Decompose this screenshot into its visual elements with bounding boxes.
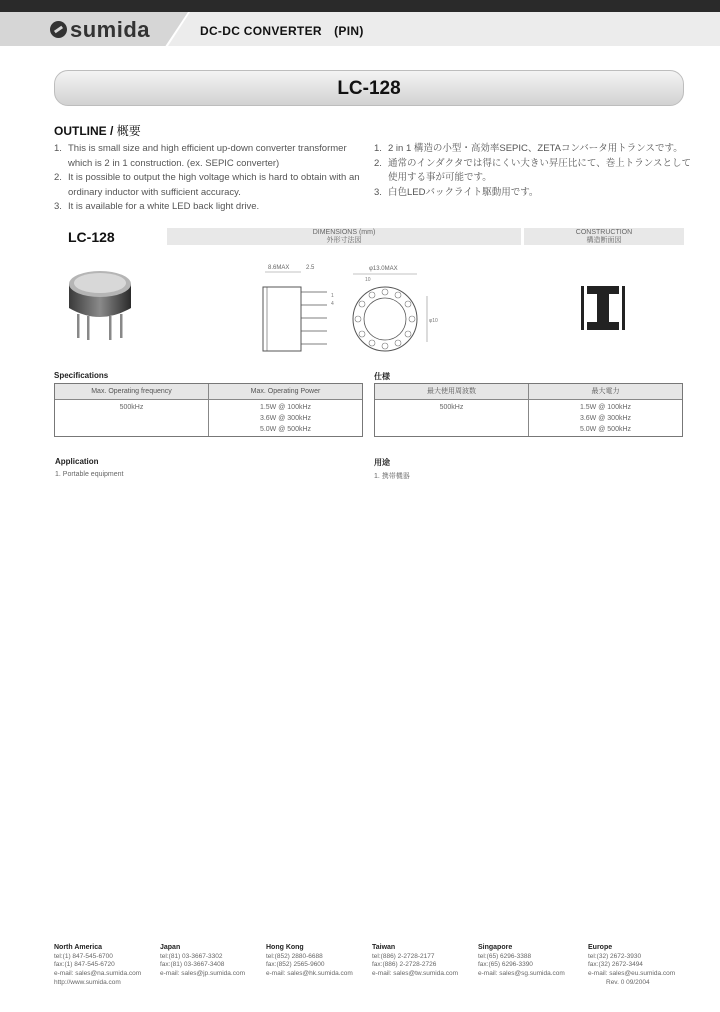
tel: tel:(65) 6296-3388: [478, 952, 532, 960]
cell-power: [528, 400, 682, 436]
product-photo: [65, 262, 135, 342]
cell-frequency: [55, 400, 208, 436]
item-number: 2.: [374, 157, 382, 169]
cell-frequency: [375, 400, 528, 436]
fax: fax:(852) 2565-9600: [266, 961, 325, 968]
email: e-mail: sales@eu.sumida.com: [588, 969, 676, 977]
item-number: 3.: [374, 186, 382, 198]
dimensions-header: [167, 228, 521, 245]
brand-name: sumida: [70, 17, 151, 42]
side-width-label: 8.6MAX: [268, 265, 290, 271]
col-header-power: 最大電力: [528, 384, 682, 399]
item-text: It is possible to output the high voltage which is hard to obtain with an ordinary inductor with sufficient accuracy.: [68, 172, 360, 198]
item-number: 3.: [54, 201, 62, 212]
footer-contact-hong-kong: [266, 944, 370, 978]
power-value: 1.5W @ 100kHz: [259, 404, 312, 411]
product-label: LC-128: [68, 229, 115, 245]
application-title-jp: 用途: [374, 458, 390, 467]
specs-table-jp: [374, 383, 683, 437]
item-number: 1.: [374, 143, 382, 154]
page-title: LC-128: [337, 78, 401, 99]
email: e-mail: sales@hk.sumida.com: [266, 969, 353, 977]
list-item: [374, 186, 694, 201]
revision-label: Rev. 0 09/2004: [606, 979, 650, 986]
item-text: 通常のインダクタでは得にくい大きい昇圧比にて、巻上トランスとして使用する事が可能です。: [388, 157, 691, 183]
cell-power: [208, 400, 362, 436]
svg-text:4: 4: [331, 301, 334, 307]
dimensions-label: DIMENSIONS (mm): [312, 229, 376, 236]
top-inner-label: 10: [365, 277, 371, 283]
item-number: 1.: [54, 143, 62, 154]
application-item-en: 1. Portable equipment: [55, 471, 124, 478]
power-value: 3.6W @ 300kHz: [259, 415, 312, 422]
region-name: Taiwan: [372, 944, 396, 951]
specs-data-row: [375, 400, 682, 436]
list-item: [54, 142, 364, 171]
side-pitch-label: 2.5: [306, 265, 315, 271]
region-name: North America: [54, 944, 102, 951]
tel: tel:(81) 03-3667-3302: [160, 952, 223, 960]
top-view-drawing: [345, 262, 438, 352]
specs-header-row: [55, 384, 362, 400]
construction-label-jp: 構造断面図: [586, 237, 622, 244]
sumida-logo-icon: [50, 21, 67, 38]
specs-table-en: [54, 383, 363, 437]
top-height-label: φ10: [429, 318, 438, 324]
specs-title-jp: 仕様: [374, 372, 390, 381]
region-name: Singapore: [478, 944, 513, 951]
construction-label: CONSTRUCTION: [575, 229, 633, 236]
list-item: [54, 171, 364, 200]
title-box: [54, 70, 684, 106]
email: e-mail: sales@jp.sumida.com: [160, 969, 245, 977]
list-item: [54, 200, 364, 215]
col-header-power: Max. Operating Power: [208, 384, 362, 399]
header: [0, 12, 720, 46]
fax: fax:(886) 2-2728-2726: [372, 961, 437, 968]
footer-contact-japan: [160, 944, 264, 978]
fax: fax:(65) 6296-3390: [478, 961, 533, 968]
outline-heading-jp: 概要: [116, 124, 141, 138]
email: e-mail: sales@sg.sumida.com: [478, 969, 565, 977]
item-text: 2 in 1 構造の小型・高効率SEPIC、ZETAコンバータ用トランスです。: [388, 143, 683, 154]
power-value: 3.6W @ 300kHz: [579, 415, 632, 422]
construction-header: [524, 228, 684, 245]
outline-heading: [54, 122, 141, 139]
item-text: 白色LEDバックライト駆動用です。: [388, 186, 539, 198]
item-text: This is small size and high efficient up-down converter transformer which is 2 in 1 construction. (ex. SEPIC converter): [68, 143, 347, 169]
power-value: 5.0W @ 500kHz: [259, 426, 312, 433]
specs-title-en: Specifications: [54, 371, 109, 380]
region-name: Europe: [588, 944, 613, 951]
footer-contact-taiwan: [372, 944, 476, 978]
list-item: [374, 157, 694, 186]
item-text: It is available for a white LED back light drive.: [68, 201, 260, 212]
power-value: 1.5W @ 100kHz: [579, 404, 632, 411]
region-name: Hong Kong: [266, 944, 304, 951]
tel: tel:(1) 847-545-6700: [54, 952, 113, 960]
top-bar: [0, 0, 720, 12]
fax: fax:(1) 847-545-6720: [54, 961, 115, 968]
application-title-en: Application: [55, 457, 99, 466]
footer-contact-europe: [588, 944, 692, 978]
doc-type: DC-DC CONVERTER (PIN): [200, 24, 364, 38]
col-header-frequency: 最大使用周波数: [427, 388, 476, 395]
outline-list-jp: [374, 142, 694, 200]
footer-url[interactable]: http://www.sumida.com: [54, 979, 121, 986]
power-value: 5.0W @ 500kHz: [579, 426, 632, 433]
tel: tel:(886) 2-2728-2177: [372, 952, 435, 960]
dimensions-label-jp: 外形寸法図: [326, 237, 362, 244]
freq-value: 500kHz: [119, 404, 144, 411]
fax: fax:(81) 03-3667-3408: [160, 961, 225, 968]
freq-value: 500kHz: [439, 404, 464, 411]
fax: fax:(32) 2672-3494: [588, 961, 643, 968]
svg-text:1: 1: [331, 293, 334, 299]
col-header-frequency: Max. Operating frequency: [91, 388, 172, 395]
specs-header-row: [375, 384, 682, 400]
application-item-jp: 1. 携帯機器: [374, 473, 410, 480]
side-view-drawing: [255, 262, 345, 352]
email: e-mail: sales@tw.sumida.com: [372, 969, 459, 977]
footer-contact-north-america: [54, 944, 158, 978]
tel: tel:(852) 2880-6688: [266, 952, 323, 960]
top-diameter-label: φ13.0MAX: [369, 266, 398, 272]
specs-data-row: [55, 400, 362, 436]
item-number: 2.: [54, 172, 62, 183]
outline-heading-en: OUTLINE /: [54, 124, 114, 138]
region-name: Japan: [160, 944, 181, 951]
outline-list-en: [54, 142, 364, 215]
list-item: [374, 142, 694, 157]
footer-contact-singapore: [478, 944, 582, 978]
tel: tel:(32) 2672-3930: [588, 952, 642, 960]
email: e-mail: sales@na.sumida.com: [54, 969, 142, 977]
construction-diagram: [578, 286, 628, 330]
